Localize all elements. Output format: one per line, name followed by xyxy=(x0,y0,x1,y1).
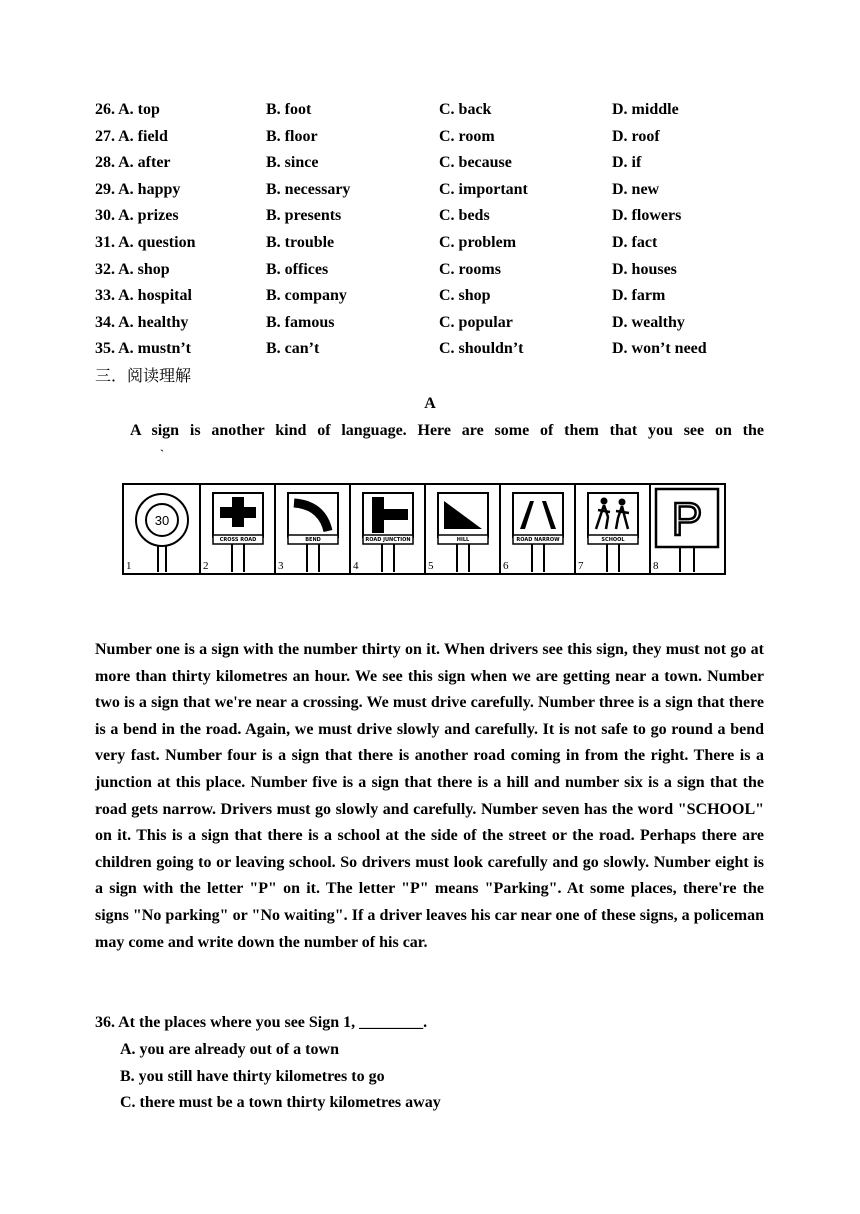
parking-letter: P xyxy=(671,493,703,545)
road-junction-sign xyxy=(363,493,413,572)
hill-label: HILL xyxy=(456,537,470,543)
sign-number-8: 8 xyxy=(653,560,659,572)
sign-number-4: 4 xyxy=(353,560,359,572)
option-c: C. shouldn’t xyxy=(439,340,524,358)
option-b: B. floor xyxy=(266,127,318,145)
option-a: 35. A. mustn’t xyxy=(95,340,192,358)
school-label: SCHOOL xyxy=(601,537,625,543)
option-d: D. flowers xyxy=(612,207,682,225)
road-narrow-sign xyxy=(513,493,563,572)
option-b: B. company xyxy=(266,287,347,305)
option-d: D. fact xyxy=(612,234,658,251)
school-sign xyxy=(588,493,638,572)
sign-number-1: 1 xyxy=(126,560,132,572)
option-d: D. roof xyxy=(612,127,660,145)
question-choice-b: B. you still have thirty kilometres to go xyxy=(120,1068,385,1085)
road-junction-label: ROAD JUNCTION xyxy=(365,537,411,543)
option-b: B. foot xyxy=(266,101,312,118)
option-a: 28. A. after xyxy=(95,154,171,172)
speed-value: 30 xyxy=(154,513,170,528)
option-row xyxy=(95,124,775,150)
question-choice-c: C. there must be a town thirty kilometres away xyxy=(120,1094,441,1111)
option-a: 31. A. question xyxy=(95,234,196,251)
option-c: C. popular xyxy=(439,313,513,331)
road-narrow-label: ROAD NARROW xyxy=(516,537,560,543)
question-choice-a: A. you are already out of a town xyxy=(120,1041,339,1058)
option-row xyxy=(95,310,775,336)
hill-sign xyxy=(438,493,488,572)
option-a: 33. A. hospital xyxy=(95,287,192,305)
option-c: C. important xyxy=(439,180,528,198)
option-b: B. necessary xyxy=(266,180,351,198)
option-c: C. because xyxy=(439,154,512,172)
option-d: D. new xyxy=(612,180,660,198)
option-d: D. won’t need xyxy=(612,340,707,358)
intro-sentence: A sign is another kind of language. Here are some of them that you see on the xyxy=(130,422,764,439)
option-row xyxy=(95,97,775,123)
bend-label: BEND xyxy=(305,537,321,543)
option-b: B. trouble xyxy=(266,234,335,251)
bend-sign xyxy=(288,493,338,572)
passage-title: A xyxy=(424,395,436,412)
option-row xyxy=(95,150,775,176)
option-row xyxy=(95,336,775,362)
option-a: 26. A. top xyxy=(95,101,160,118)
parking-sign xyxy=(656,489,718,572)
option-a: 34. A. healthy xyxy=(95,313,189,331)
option-a: 32. A. shop xyxy=(95,260,170,278)
option-row xyxy=(95,257,775,283)
option-a: 30. A. prizes xyxy=(95,207,179,225)
option-c: C. rooms xyxy=(439,260,501,278)
option-b: B. famous xyxy=(266,313,335,331)
cross-road-sign xyxy=(213,493,263,572)
option-b: B. presents xyxy=(266,207,342,225)
sign-number-7: 7 xyxy=(578,560,584,572)
option-c: C. room xyxy=(439,127,495,145)
option-d: D. middle xyxy=(612,101,679,118)
option-d: D. if xyxy=(612,154,642,172)
option-c: C. beds xyxy=(439,207,490,225)
passage-text: Number one is a sign with the number thirty on it. When drivers see this sign, they must not go at more than thirty kilometres an hour. We see this sign when we are getting near a town. Number two is a sign that we're near a crossing. We must drive carefully. Number three is a sign that there is a bend in the road. Again, we must drive slowly and carefully. It is not safe to go round a bend very fast. Number four is a sign that there is another road coming in from the right. There is a junction at this place. Number five is a sign that there is a hill and number six is a sign that the road gets narrow. Drivers must go slowly and carefully. Number seven has the word "SCHOOL" on it. This is a sign that there is a school at the side of the street or the road. Perhaps there are children going to or leaving school. So drivers must look carefully and go slowly. Number eight is a sign with the letter "P" on it. The letter "P" means "Parking". At some places, there're the signs "No parking" or "No waiting". If a driver leaves his car near one of these signs, a policeman may come and write down the number of his car. xyxy=(95,641,764,951)
sign-number-5: 5 xyxy=(428,560,434,572)
option-d: D. houses xyxy=(612,260,677,278)
option-b: B. can’t xyxy=(266,340,320,358)
option-row xyxy=(95,177,775,203)
option-c: C. back xyxy=(439,101,492,118)
sign-number-2: 2 xyxy=(203,560,209,572)
option-d: D. wealthy xyxy=(612,313,685,331)
option-a: 27. A. field xyxy=(95,127,168,145)
option-row xyxy=(95,283,775,309)
traffic-signs-figure xyxy=(122,483,726,575)
option-a: 29. A. happy xyxy=(95,180,181,198)
option-d: D. farm xyxy=(612,287,666,305)
option-row xyxy=(95,203,775,229)
option-c: C. problem xyxy=(439,234,517,251)
option-b: B. since xyxy=(266,154,319,172)
section-heading: 三．阅读理解 xyxy=(95,366,192,385)
option-c: C. shop xyxy=(439,287,491,305)
option-b: B. offices xyxy=(266,260,329,278)
sign-number-3: 3 xyxy=(278,560,284,572)
question-stem: 36. At the places where you see Sign 1, ________. xyxy=(95,1014,428,1031)
option-row xyxy=(95,230,775,256)
sign-number-6: 6 xyxy=(503,560,509,572)
speed-limit-sign xyxy=(136,494,188,572)
cross-road-label: CROSS ROAD xyxy=(219,537,257,543)
stray-mark: ` xyxy=(160,447,164,461)
